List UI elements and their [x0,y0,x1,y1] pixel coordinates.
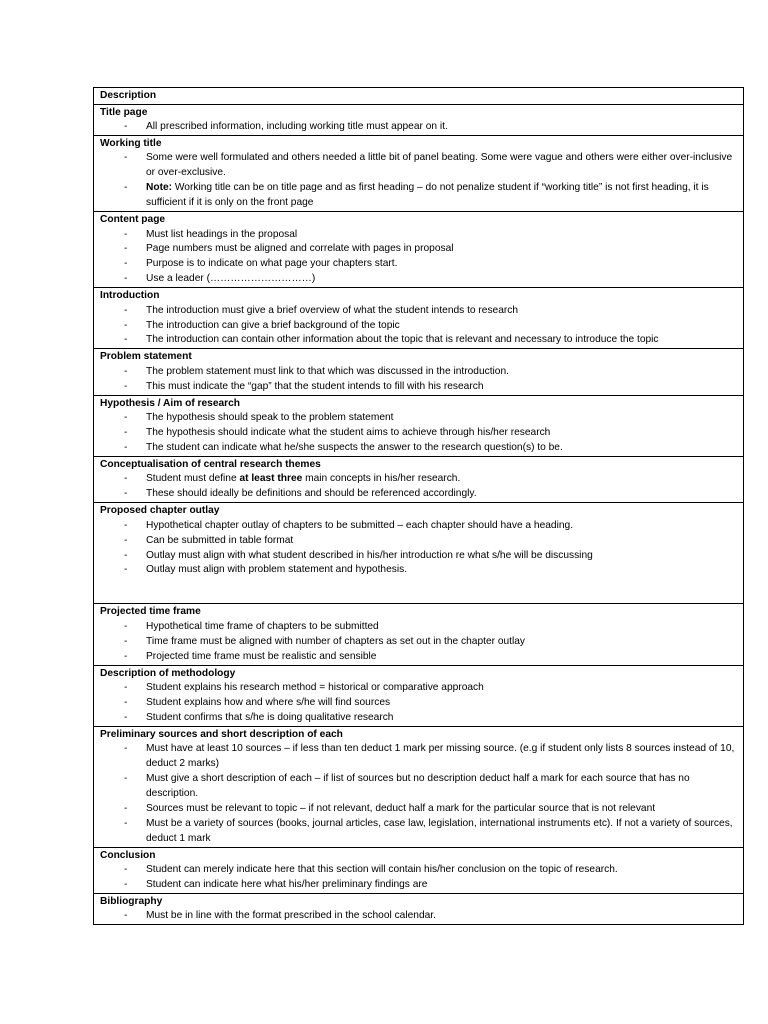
table-header-row [94,88,743,104]
criteria-item: - Hypothetical time frame of chapters to be submitted [100,620,737,635]
criteria-item: - This must indicate the “gap” that the student intends to fill with his research [100,380,737,395]
section-heading: Preliminary sources and short description of each [100,728,343,740]
section-heading: Conceptualisation of central research themes [100,458,321,470]
rubric-section [94,502,743,603]
criteria-item: - The hypothesis should speak to the problem statement [100,411,737,426]
rubric-section [94,348,743,394]
criteria-item: - The student can indicate what he/she suspects the answer to the research question(s) to be. [100,441,737,456]
criteria-list [100,411,737,456]
criteria-item: - Student explains his research method = historical or comparative approach [100,681,737,696]
criteria-item: - Must have at least 10 sources – if less than ten deduct 1 mark per missing source. (e.g if student only lists 8 sources instead of 10, deduct 2 marks) [100,742,737,772]
section-heading: Description of methodology [100,667,236,679]
rubric-table [93,87,744,925]
criteria-item: - Hypothetical chapter outlay of chapters to be submitted – each chapter should have a heading. [100,519,737,534]
criteria-item: - All prescribed information, including working title must appear on it. [100,120,737,135]
criteria-item: - Use a leader (…………………………) [100,272,737,287]
criteria-item: - Student can merely indicate here that this section will contain his/her conclusion on the topic of research. [100,863,737,878]
note-label: Note: [146,182,173,194]
criteria-list [100,228,737,288]
criteria-item: - Student explains how and where s/he will find sources [100,696,737,711]
criteria-item: - The introduction must give a brief overview of what the student intends to research [100,304,737,319]
criteria-item: - The introduction can contain other information about the topic that is relevant and necessary to introduce the topic [100,333,737,348]
criteria-list [100,151,737,211]
criteria-item: - Must give a short description of each – if list of sources but no description deduct half a mark for each source that has no description. [100,772,737,802]
section-heading: Problem statement [100,351,192,363]
criteria-item: - Can be submitted in table format [100,534,737,549]
rubric-section [94,104,743,135]
criteria-item: - Student confirms that s/he is doing qualitative research [100,711,737,726]
note-text: Working title can be on title page and as first heading – do not penalize student if “working title” is not first heading, it is sufficient if it is only on the front page [146,182,709,209]
rubric-section [94,893,743,924]
rubric-section [94,726,743,847]
criteria-item: - Must list headings in the proposal [100,228,737,243]
section-heading: Introduction [100,290,160,302]
criteria-item [100,181,737,211]
criteria-text: Student must define [146,473,240,485]
criteria-item: - Student can indicate here what his/her preliminary findings are [100,878,737,893]
criteria-list [100,519,737,579]
criteria-list [100,120,737,135]
criteria-list [100,742,737,846]
criteria-list [100,472,737,502]
criteria-item: - These should ideally be definitions and should be referenced accordingly. [100,487,737,502]
criteria-list [100,620,737,665]
criteria-list [100,681,737,726]
criteria-item: - Must be a variety of sources (books, journal articles, case law, legislation, international instruments etc). If not a variety of sources, deduct 1 mark [100,817,737,847]
rubric-section [94,135,743,211]
emphasis-text: at least three [239,473,303,485]
rubric-section [94,847,743,893]
rubric-section [94,287,743,348]
section-heading: Hypothesis / Aim of research [100,397,241,409]
criteria-item: - The introduction can give a brief background of the topic [100,319,737,334]
criteria-item: - Some were well formulated and others needed a little bit of panel beating. Some were vague and others were either over-inclusive or over-exclusive. [100,151,737,181]
rubric-section [94,395,743,456]
criteria-item: - The problem statement must link to that which was discussed in the introduction. [100,365,737,380]
rubric-section [94,603,743,664]
table-header-label: Description [100,90,157,101]
criteria-item: - Time frame must be aligned with number of chapters as set out in the chapter outlay [100,635,737,650]
section-heading: Proposed chapter outlay [100,505,220,517]
criteria-item: - The hypothesis should indicate what the student aims to achieve through his/her research [100,426,737,441]
section-heading: Projected time frame [100,606,201,618]
criteria-list [100,863,737,893]
criteria-list [100,304,737,349]
criteria-text: main concepts in his/her research. [302,473,461,485]
criteria-item [100,472,737,487]
criteria-item: - Must be in line with the format prescribed in the school calendar. [100,909,737,924]
criteria-item: - Page numbers must be aligned and correlate with pages in proposal [100,242,737,257]
criteria-item: - Projected time frame must be realistic and sensible [100,650,737,665]
criteria-list [100,365,737,395]
criteria-item: - Outlay must align with what student described in his/her introduction re what s/he will be discussing [100,549,737,564]
rubric-section [94,456,743,502]
rubric-section [94,665,743,726]
criteria-item: - Outlay must align with problem statement and hypothesis. [100,563,737,578]
section-heading: Conclusion [100,849,156,861]
criteria-item: - Sources must be relevant to topic – if not relevant, deduct half a mark for the particular source that is not relevant [100,802,737,817]
rubric-sections [94,104,743,925]
rubric-section [94,211,743,287]
section-heading: Bibliography [100,895,163,907]
criteria-list [100,909,737,924]
section-heading: Working title [100,137,162,149]
criteria-item: - Purpose is to indicate on what page your chapters start. [100,257,737,272]
section-heading: Title page [100,106,148,118]
section-heading: Content page [100,214,166,226]
